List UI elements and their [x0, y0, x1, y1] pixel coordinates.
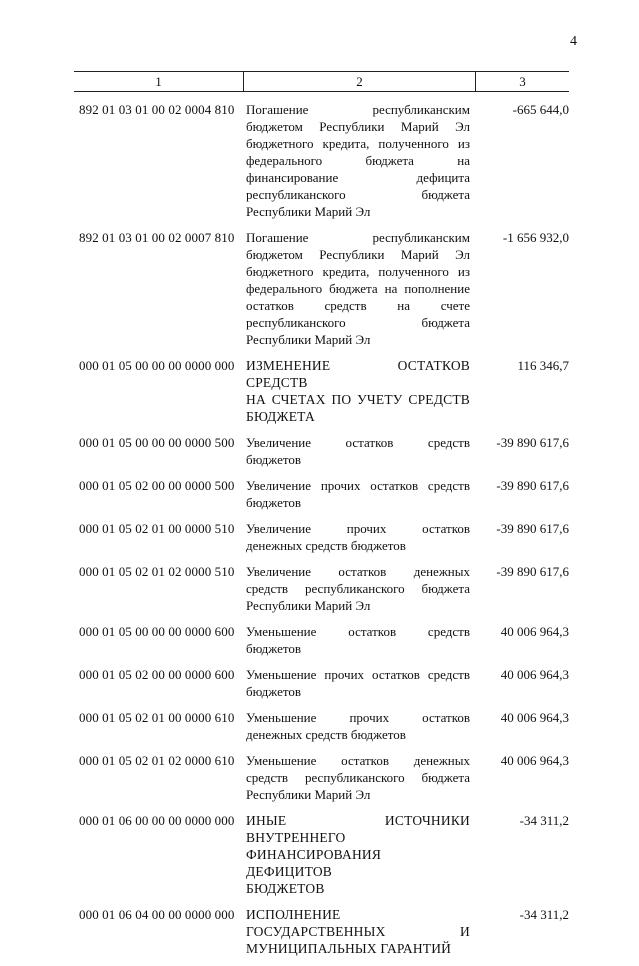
- description-line: Погашение республиканским: [246, 102, 470, 117]
- amount-value: -39 890 617,6: [496, 521, 569, 536]
- description-line: Уменьшение прочих остатков средств: [246, 667, 470, 682]
- description-line: Увеличение прочих остатков средств: [246, 478, 470, 493]
- amount-value: -39 890 617,6: [496, 435, 569, 450]
- table-row: [79, 229, 569, 348]
- description-line: МУНИЦИПАЛЬНЫХ ГАРАНТИЙ: [246, 941, 452, 956]
- table-row: [79, 623, 569, 657]
- budget-classification-code: 892 01 03 01 00 02 0004 810: [79, 102, 235, 117]
- description-line: федерального бюджета на пополнение: [246, 281, 470, 296]
- description-line: финансирование дефицита: [246, 170, 470, 185]
- budget-classification-code: 892 01 03 01 00 02 0007 810: [79, 230, 235, 245]
- budget-classification-code: 000 01 05 02 00 00 0000 600: [79, 667, 235, 682]
- amount-value: 116 346,7: [517, 358, 569, 373]
- description-line: бюджетов: [246, 641, 302, 656]
- description-line: средств республиканского бюджета: [246, 770, 470, 785]
- description-line: Уменьшение остатков средств: [246, 624, 470, 639]
- source-description: [246, 477, 470, 511]
- description-line: денежных средств бюджетов: [246, 727, 406, 742]
- amount-value: 40 006 964,3: [500, 753, 569, 768]
- description-line: Республики Марий Эл: [246, 598, 371, 613]
- description-line: Уменьшение прочих остатков: [246, 710, 470, 725]
- table-row: [79, 477, 569, 511]
- table-row: [79, 666, 569, 700]
- description-line: республиканского бюджета: [246, 187, 470, 202]
- page-number: 4: [570, 34, 577, 49]
- amount-value: 40 006 964,3: [500, 710, 569, 725]
- description-line: ВНУТРЕННЕГО: [246, 830, 346, 845]
- description-line: бюджетов: [246, 684, 302, 699]
- table-row: [79, 752, 569, 803]
- amount-value: -34 311,2: [519, 907, 569, 922]
- description-line: бюджетного кредита, полученного из: [246, 136, 470, 151]
- description-line: ФИНАНСИРОВАНИЯ ДЕФИЦИТОВ: [246, 847, 382, 879]
- source-description: [246, 563, 470, 614]
- description-line: Погашение республиканским: [246, 230, 470, 245]
- table-body: [79, 101, 569, 966]
- description-line: денежных средств бюджетов: [246, 538, 406, 553]
- description-line: Республики Марий Эл: [246, 332, 371, 347]
- description-line: республиканского бюджета: [246, 315, 470, 330]
- description-line: остатков средств на счете: [246, 298, 470, 313]
- description-line: средств республиканского бюджета: [246, 581, 470, 596]
- source-description: [246, 623, 470, 657]
- table-header: [74, 71, 569, 92]
- budget-classification-code: 000 01 06 04 00 00 0000 000: [79, 907, 235, 922]
- description-line: Увеличение остатков средств: [246, 435, 470, 450]
- column-header-code: 1: [74, 72, 244, 91]
- description-line: бюджетов: [246, 495, 302, 510]
- description-line: бюджетного кредита, полученного из: [246, 264, 470, 279]
- description-line: Республики Марий Эл: [246, 204, 371, 219]
- amount-value: -1 656 932,0: [502, 230, 569, 245]
- description-line: БЮДЖЕТА: [246, 409, 315, 424]
- source-description: [246, 709, 470, 743]
- budget-classification-code: 000 01 05 00 00 00 0000 500: [79, 435, 235, 450]
- source-description: [246, 357, 470, 425]
- table-row: [79, 563, 569, 614]
- table-row: [79, 709, 569, 743]
- source-description: [246, 434, 470, 468]
- budget-classification-code: 000 01 05 02 01 02 0000 510: [79, 564, 235, 579]
- amount-value: 40 006 964,3: [500, 624, 569, 639]
- amount-value: -39 890 617,6: [496, 564, 569, 579]
- source-description: [246, 906, 470, 957]
- column-header-amount: 3: [519, 74, 526, 89]
- table-row: [79, 434, 569, 468]
- source-description: [246, 520, 470, 554]
- description-line: федерального бюджета на: [246, 153, 470, 168]
- description-line: Увеличение остатков денежных: [246, 564, 470, 579]
- budget-classification-code: 000 01 05 02 01 02 0000 610: [79, 753, 235, 768]
- budget-classification-code: 000 01 05 02 01 00 0000 610: [79, 710, 235, 725]
- description-line: бюджетов: [246, 452, 302, 467]
- description-line: Республики Марий Эл: [246, 787, 371, 802]
- budget-classification-code: 000 01 06 00 00 00 0000 000: [79, 813, 235, 828]
- description-line: БЮДЖЕТОВ: [246, 881, 325, 896]
- description-line: ИСПОЛНЕНИЕ: [246, 907, 341, 922]
- table-row: [79, 101, 569, 220]
- budget-classification-code: 000 01 05 02 01 00 0000 510: [79, 521, 235, 536]
- amount-value: 40 006 964,3: [500, 667, 569, 682]
- source-description: [246, 229, 470, 348]
- table-row: [79, 812, 569, 897]
- table-row: [79, 520, 569, 554]
- amount-value: -39 890 617,6: [496, 478, 569, 493]
- budget-classification-code: 000 01 05 00 00 00 0000 600: [79, 624, 235, 639]
- budget-classification-code: 000 01 05 02 00 00 0000 500: [79, 478, 235, 493]
- table-row: [79, 357, 569, 425]
- source-description: [246, 752, 470, 803]
- description-line: ИНЫЕ ИСТОЧНИКИ: [246, 813, 470, 828]
- budget-classification-code: 000 01 05 00 00 00 0000 000: [79, 358, 235, 373]
- source-description: [246, 666, 470, 700]
- description-line: Увеличение прочих остатков: [246, 521, 470, 536]
- description-line: НА СЧЕТАХ ПО УЧЕТУ СРЕДСТВ: [246, 392, 470, 407]
- amount-value: -665 644,0: [512, 102, 569, 117]
- description-line: бюджетом Республики Марий Эл: [246, 119, 470, 134]
- source-description: [246, 812, 470, 897]
- amount-value: -34 311,2: [519, 813, 569, 828]
- table-row: [79, 906, 569, 957]
- column-header-description: 2: [244, 72, 476, 91]
- description-line: ГОСУДАРСТВЕННЫХ И: [246, 924, 470, 939]
- description-line: Уменьшение остатков денежных: [246, 753, 470, 768]
- source-description: [246, 101, 470, 220]
- description-line: ИЗМЕНЕНИЕ ОСТАТКОВ СРЕДСТВ: [246, 358, 470, 390]
- description-line: бюджетом Республики Марий Эл: [246, 247, 470, 262]
